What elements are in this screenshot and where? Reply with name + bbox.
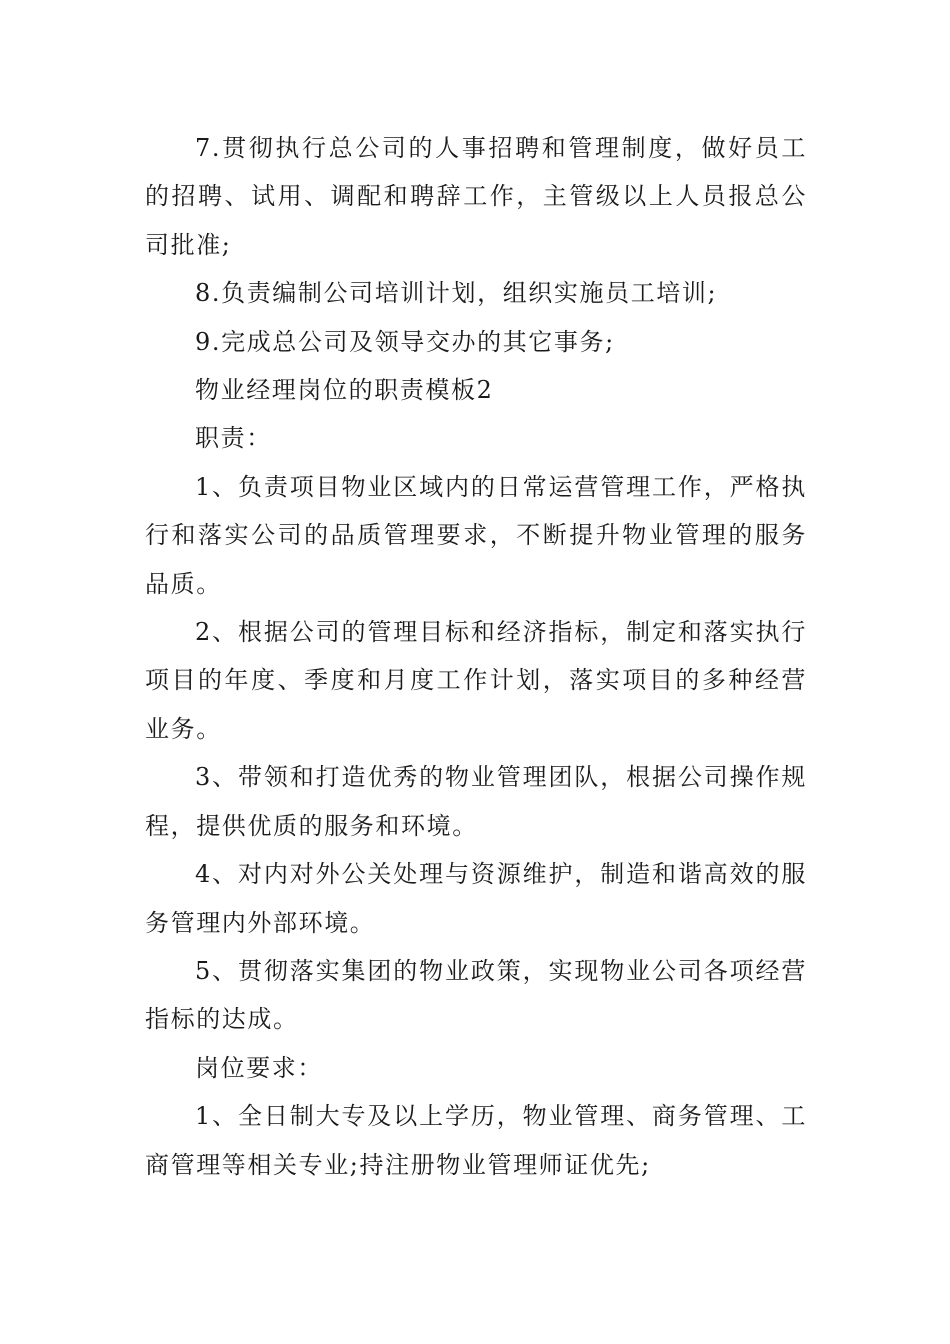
paragraph-item-7: 7.贯彻执行总公司的人事招聘和管理制度，做好员工的招聘、试用、调配和聘辞工作，主管级以上人员报总公司批准; xyxy=(145,134,807,259)
heading-duties: 职责： xyxy=(195,424,272,453)
duty-item-5: 5、贯彻落实集团的物业政策，实现物业公司各项经营指标的达成。 xyxy=(145,956,807,1034)
requirement-item-1: 1、全日制大专及以上学历，物业管理、商务管理、工商管理等相关专业;持注册物业管理师证优先; xyxy=(145,1102,807,1179)
heading-requirements: 岗位要求： xyxy=(195,1053,323,1082)
section-title: 物业经理岗位的职责模板2 xyxy=(195,376,494,405)
paragraph-item-8: 8.负责编制公司培训计划，组织实施员工培训; xyxy=(195,279,718,308)
duty-item-2: 2、根据公司的管理目标和经济指标，制定和落实执行项目的年度、季度和月度工作计划，落实项目的多种经营业务。 xyxy=(145,618,807,743)
duty-item-4: 4、对内对外公关处理与资源维护，制造和谐高效的服务管理内外部环境。 xyxy=(145,860,807,937)
duty-item-3: 3、带领和打造优秀的物业管理团队，根据公司操作规程，提供优质的服务和环境。 xyxy=(145,763,807,840)
paragraph-item-9: 9.完成总公司及领导交办的其它事务; xyxy=(195,327,615,356)
document-page xyxy=(145,124,807,1189)
duty-item-1: 1、负责项目物业区域内的日常运营管理工作，严格执行和落实公司的品质管理要求，不断提升物业管理的服务品质。 xyxy=(145,472,807,598)
